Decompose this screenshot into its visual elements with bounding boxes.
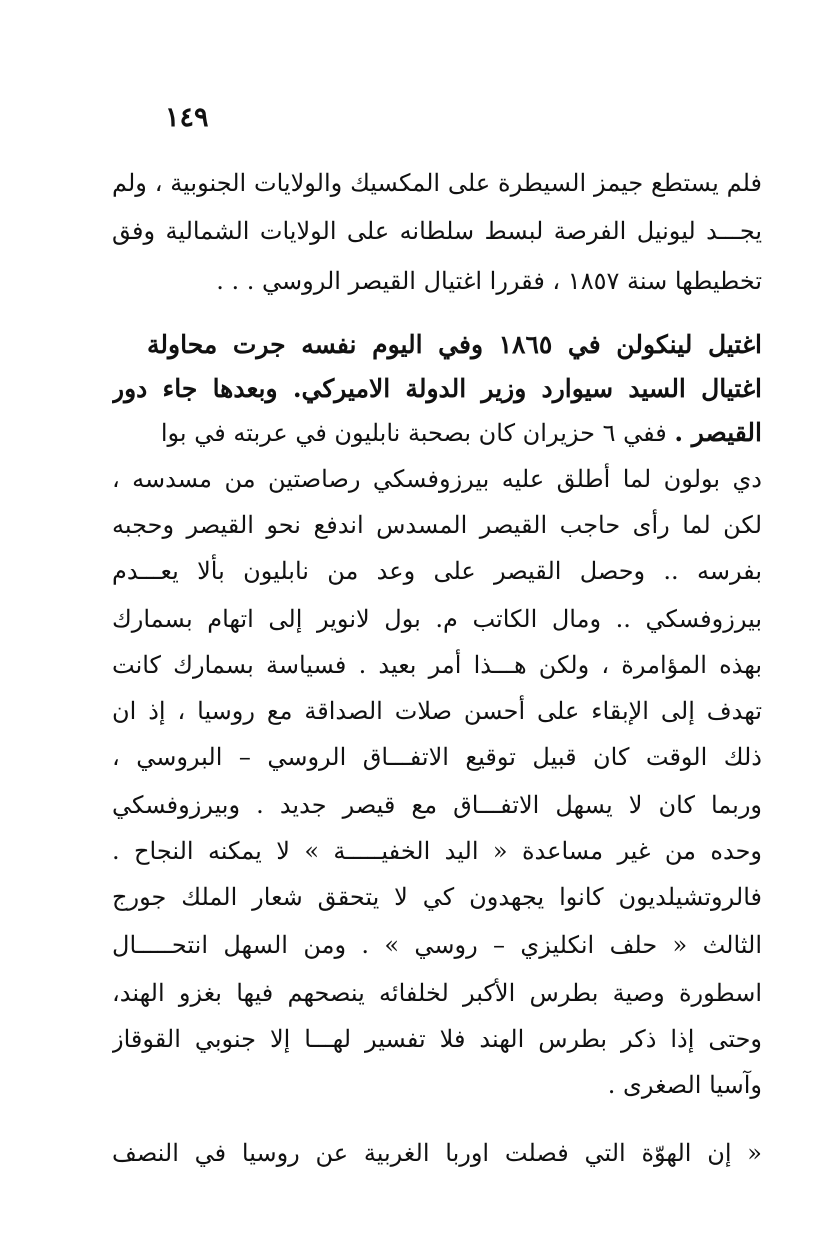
paragraph-2-line-11: فالروتشيلديون كانوا يجهدون كي لا يتحقق شعار الملك جورج — [112, 883, 762, 911]
paragraph-2-line-6: بهذه المؤامرة ، ولكن هـــذا أمر بعيد . فسياسة بسمارك كانت — [112, 651, 762, 679]
paragraph-1-line-3: تخطيطها سنة ١٨٥٧ ، فقررا اغتيال القيصر الروسي . . . — [216, 267, 762, 295]
paragraph-2-line-7: تهدف إلى الإبقاء على أحسن صلات الصداقة مع روسيا ، إذ ان — [112, 697, 762, 725]
paragraph-3-line-1: « إن الهوّة التي فصلت اوربا الغربية عن روسيا في النصف — [112, 1139, 762, 1167]
paragraph-2-line-12: الثالث « حلف انكليزي – روسي » . ومن السهل انتحـــــال — [112, 931, 762, 959]
paragraph-2-line-5: بيرزوفسكي .. ومال الكاتب م. بول لانوير إلى اتهام بسمارك — [112, 605, 762, 633]
paragraph-2-line-9: وربما كان لا يسهل الاتفـــاق مع قيصر جديد . وبيرزوفسكي — [112, 791, 762, 819]
paragraph-2-bold-line-1: اغتيل لينكولن في ١٨٦٥ وفي اليوم نفسه جرت محاولة — [147, 330, 762, 359]
paragraph-2-line-15: وآسيا الصغرى . — [607, 1071, 762, 1099]
paragraph-2-line-4: بفرسه .. وحصل القيصر على وعد من نابليون بألا يعـــدم — [112, 557, 762, 585]
paragraph-2-line-10: وحده من غير مساعدة « اليد الخفيـــــة » لا يمكنه النجاح . — [112, 837, 762, 865]
paragraph-2-line-13: اسطورة وصية بطرس الأكبر لخلفائه ينصحهم فيها بغزو الهند، — [112, 979, 762, 1007]
paragraph-2-line-14: وحتى إذا ذكر بطرس الهند فلا تفسير لهـــا إلا جنوبي القوقاز — [112, 1025, 762, 1053]
paragraph-2-bold-line-2: اغتيال السيد سيوارد وزير الدولة الاميركي. وبعدها جاء دور — [112, 374, 762, 403]
paragraph-2-line-1 — [112, 410, 762, 456]
paragraph-1-line-2: يجـــد ليونيل الفرصة لبسط سلطانه على الولايات الشمالية وفق — [112, 217, 762, 245]
paragraph-1-line-1: فلم يستطع جيمز السيطرة على المكسيك والولايات الجنوبية ، ولم — [112, 169, 762, 197]
page-number: ١٤٩ — [165, 102, 209, 133]
lead-bold-word: القيصر . — [674, 418, 762, 447]
paragraph-2-line-2: دي بولون لما أطلق عليه بيرزوفسكي رصاصتين من مسدسه ، — [112, 465, 762, 493]
paragraph-2-line-8: ذلك الوقت كان قبيل توقيع الاتفـــاق الروسي – البروسي ، — [112, 743, 762, 771]
lead-line-rest: ففي ٦ حزيران كان بصحبة نابليون في عربته في بوا — [160, 419, 667, 447]
paragraph-2-line-3: لكن لما رأى حاجب القيصر المسدس اندفع نحو القيصر وحجبه — [112, 511, 762, 539]
